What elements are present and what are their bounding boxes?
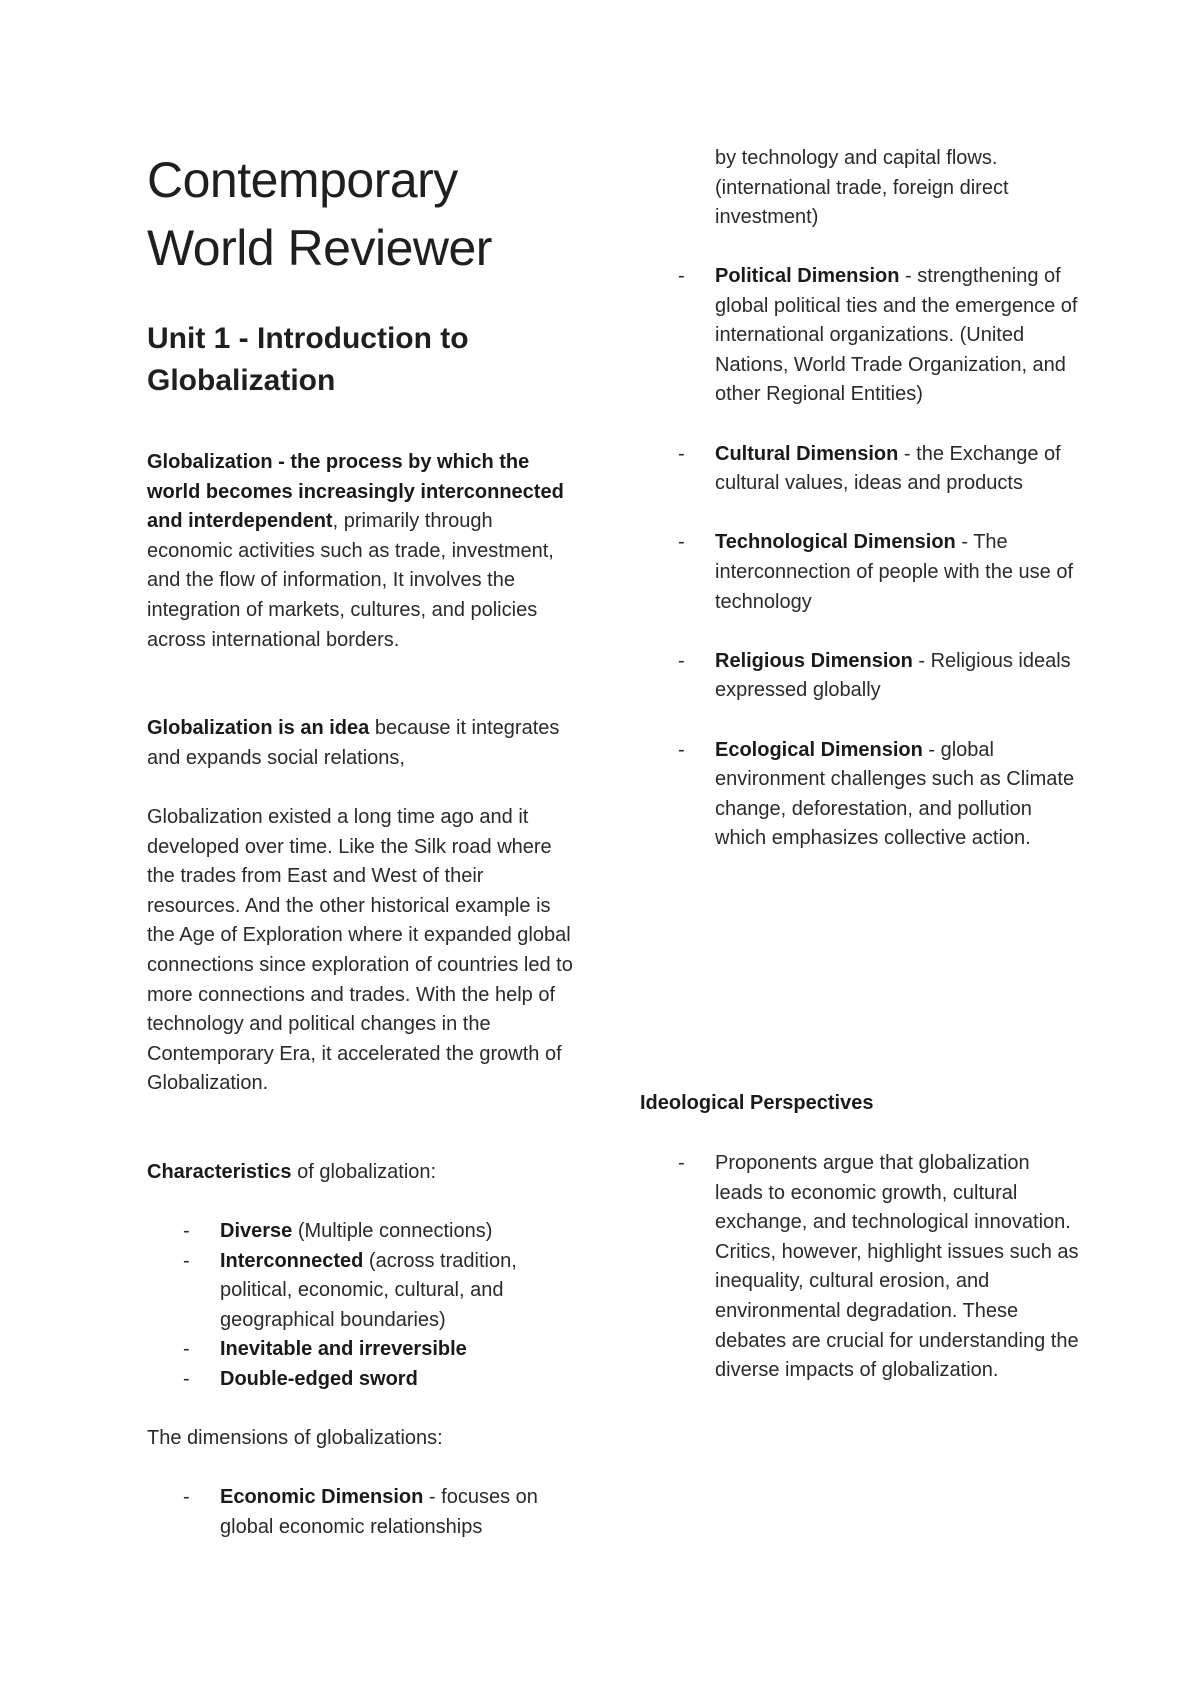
characteristic-name: Diverse [220,1220,293,1242]
idea-text: because it integrates and expands social relations, [147,717,560,769]
dimension-desc: - focuses on global economic relationships [220,1486,538,1538]
list-dash: - [678,649,685,672]
document-title [147,146,577,282]
characteristics-intro-bold: Characteristics [147,1161,292,1183]
dimension-name: Ecological Dimension [715,738,923,761]
list-item [147,1217,577,1247]
list-dash: - [678,442,685,465]
unit-heading-line-1: Unit 1 - Introduction to [147,322,469,355]
globalization-definition [147,448,577,655]
characteristic-desc: (across tradition, political, economic, cultural, and geographical boundaries) [220,1249,517,1331]
definition-term: Globalization - the process by which the world becomes increasingly interconnected and interdependent [147,451,564,533]
dimension-name: Political Dimension [715,265,900,287]
unit-heading-line-2: Globalization [147,364,336,397]
characteristic-name: Interconnected [220,1249,364,1272]
list-dash: - [183,1249,190,1272]
characteristic-name: Inevitable and irreversible [220,1338,467,1361]
dimension-name: Cultural Dimension [715,442,899,465]
list-item [147,1247,577,1336]
dimension-name: Technological Dimension [715,531,956,554]
characteristics-intro-text: of globalization: [291,1161,437,1183]
economic-dimension-text: by technology and capital flows. (international trade, foreign direct investment) [715,147,1009,229]
list-item [147,1335,577,1365]
characteristics-list [147,1217,577,1395]
list-dash: - [183,1486,190,1508]
list-dash: - [183,1367,190,1390]
list-dash: - [678,1152,685,1174]
list-item [640,440,1080,499]
history-text: Globalization existed a long time ago and it developed over time. Like the Silk road where the trades from East and West of their resources. And the other historical example is the Age of Exploration where it expanded global connections since exploration of countries led to more connections and trades. With the help of technology and political changes in the Contemporary Era, it accelerated the growth of Globalization. [147,806,573,1095]
ideological-perspectives-heading [640,1089,1080,1119]
dimension-desc: - The interconnection of people with the use of technology [715,531,1074,613]
characteristic-desc: (Multiple connections) [292,1220,493,1242]
dimension-desc: - strengthening of global political ties and the emergence of international organizations. (United Nations, World Trade Organization, and other Regional Entities) [715,265,1078,406]
list-item [640,1149,1080,1386]
dimensions-intro [147,1424,577,1454]
list-dash: - [183,1338,190,1361]
ideological-text: Proponents argue that globalization leads to economic growth, cultural exchange, and technological innovation. Critics, however, highlight issues such as inequality, cultural erosion, and environmental degradation. These debates are crucial for understanding the diverse impacts of globalization. [715,1152,1079,1382]
characteristics-intro [147,1158,577,1188]
characteristic-name: Double-edged sword [220,1367,418,1390]
ideological-list [640,1149,1080,1415]
title-line-2: World Reviewer [147,220,492,276]
list-dash: - [678,531,685,554]
list-item [640,647,1080,706]
dimensions-intro-text: The dimensions of globalizations: [147,1427,443,1449]
globalization-history [147,803,577,1099]
unit-heading [147,318,577,402]
idea-bold: Globalization is an idea [147,717,370,739]
list-dash: - [678,738,685,761]
dimension-name: Economic Dimension [220,1486,424,1508]
dimension-name: Religious Dimension [715,649,913,672]
list-dash: - [678,265,685,287]
globalization-idea [147,714,577,773]
ideological-heading-text: Ideological Perspectives [640,1092,874,1114]
dimension-desc: - global environment challenges such as Climate change, deforestation, and pollution which emphasizes collective action. [715,738,1075,850]
list-item [640,262,1080,410]
list-item [640,528,1080,617]
list-dash: - [183,1220,190,1242]
definition-text: , primarily through economic activities such as trade, investment, and the flow of information, It involves the integration of markets, cultures, and policies across international borders. [147,510,554,651]
dimension-desc: - Religious ideals expressed globally [715,649,1071,702]
dimensions-list [640,262,1080,883]
title-line-1: Contemporary [147,152,458,208]
economic-dimension-continued [715,144,1080,233]
list-item [147,1365,577,1395]
list-item [147,1483,577,1542]
dimension-desc: - the Exchange of cultural values, ideas and products [715,442,1061,495]
list-item [640,736,1080,854]
dimensions-list-start [147,1483,577,1542]
